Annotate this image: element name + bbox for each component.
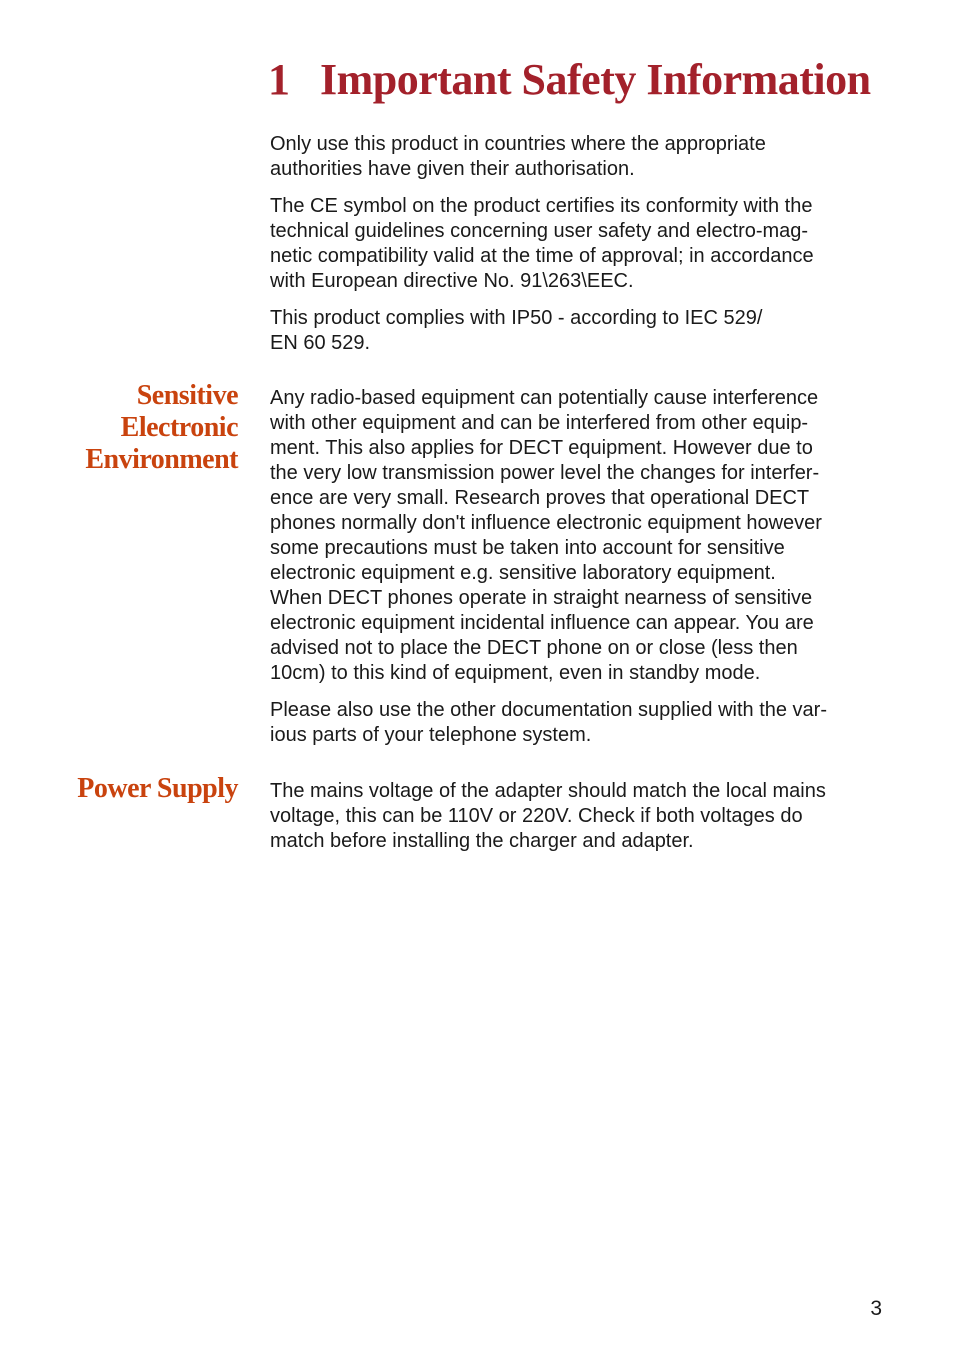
chapter-number: 1 bbox=[268, 55, 290, 104]
intro-paragraph-ce-symbol: The CE symbol on the product certifies its conformity with the technical guidelines concerning user safety and electro-mag- netic compatibility valid at the time of approval; in accordance with European directive No. 91\263\EEC. bbox=[270, 195, 814, 292]
section-heading-sensitive-electronic-environment: Sensitive Electronic Environment bbox=[85, 380, 238, 475]
power-supply-section bbox=[270, 779, 890, 866]
section-heading-power-supply: Power Supply bbox=[77, 773, 238, 804]
sensitive-environment-section bbox=[270, 386, 890, 760]
power-supply-paragraph: The mains voltage of the adapter should match the local mains voltage, this can be 110V or 220V. Check if both voltages do match before installing the charger and adapter. bbox=[270, 780, 826, 852]
page-number: 3 bbox=[870, 1297, 882, 1320]
chapter-title: Important Safety Information bbox=[320, 55, 871, 104]
intro-paragraph-ip50: This product complies with IP50 - according to IEC 529/ EN 60 529. bbox=[270, 307, 763, 354]
intro-section bbox=[270, 132, 890, 368]
sensitive-environment-paragraph: Any radio-based equipment can potentially cause interference with other equipment and can be interfered from other equip- ment. This also applies for DECT equipment. However due to the very low transmission power level the changes for interfer- ence are very small. Research proves that operational DECT phones normally don't influence electronic equipment however some precautions must be taken into account for sensitive electronic equipment e.g. sensitive laboratory equipment. When DECT phones operate in straight nearness of sensitive electronic equipment incidental influence can appear. You are advised not to place the DECT phone on or close (less then 10cm) to this kind of equipment, even in standby mode. bbox=[270, 387, 822, 684]
documentation-paragraph: Please also use the other documentation supplied with the var- ious parts of your telephone system. bbox=[270, 699, 828, 746]
page-title bbox=[268, 54, 871, 106]
intro-paragraph-countries: Only use this product in countries where the appropriate authorities have given their authorisation. bbox=[270, 133, 766, 180]
